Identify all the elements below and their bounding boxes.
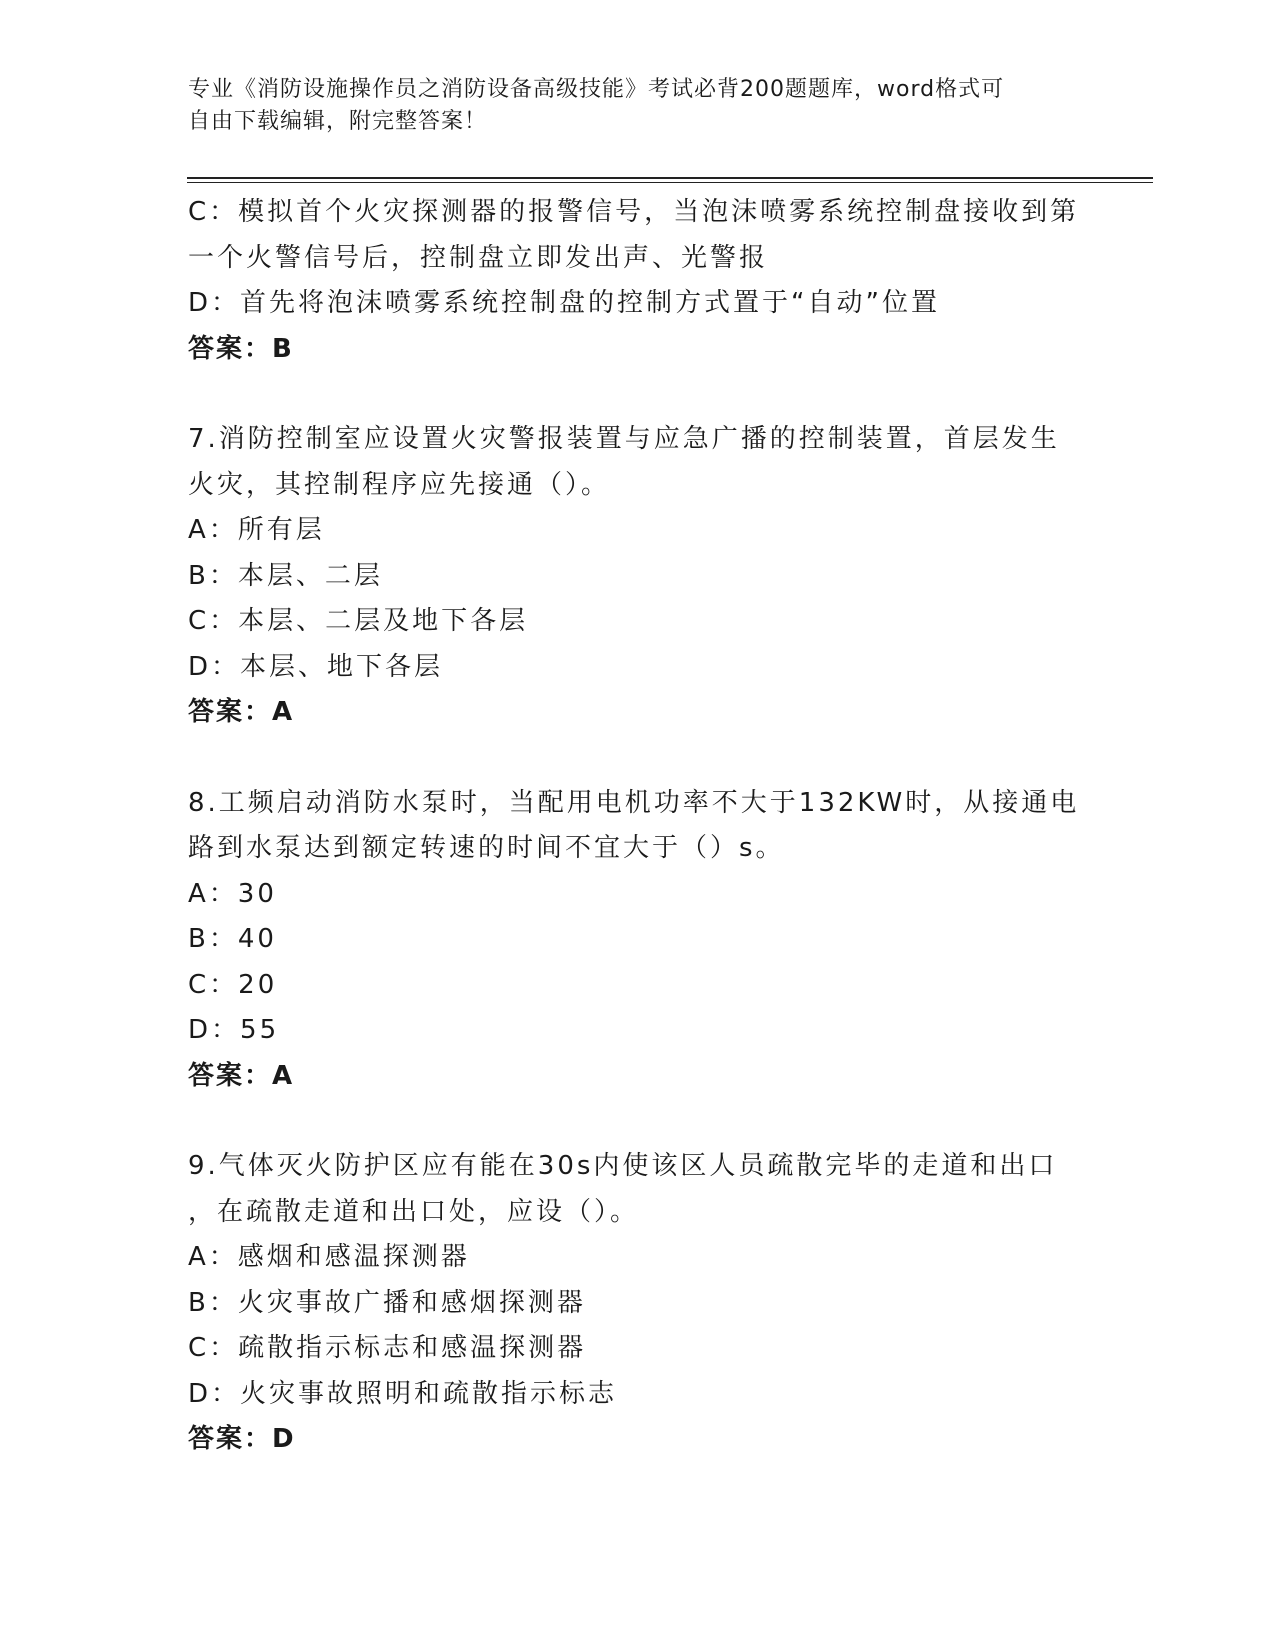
- option-b: B：火灾事故广播和感烟探测器: [188, 1287, 586, 1318]
- option-a: A：30: [188, 878, 277, 909]
- question-stem-continued: 火灾，其控制程序应先接通（）。: [188, 469, 611, 500]
- option-c: C：疏散指示标志和感温探测器: [188, 1333, 587, 1363]
- option-b: B：本层、二层: [188, 560, 383, 591]
- question-6-carryover: [188, 190, 1088, 372]
- answer: 答案：A: [188, 1060, 295, 1091]
- option-b: B：40: [188, 924, 277, 954]
- option-a: A：所有层: [188, 515, 325, 545]
- option-d: D：本层、地下各层: [188, 651, 444, 682]
- header-rule-thin: [187, 182, 1153, 183]
- option-a: A：感烟和感温探测器: [188, 1242, 470, 1272]
- answer: 答案：A: [188, 697, 295, 727]
- header-line-1: 专业《消防设施操作员之消防设备高级技能》考试必背200题题库，word格式可: [188, 77, 1005, 102]
- question-stem: 9.气体灭火防护区应有能在30s内使该区人员疏散完毕的走道和出口: [188, 1151, 1058, 1181]
- header-line-2: 自由下载编辑，附完整答案！: [188, 109, 488, 134]
- question-stem: 8.工频启动消防水泵时，当配用电机功率不大于132KW时，从接通电: [188, 787, 1080, 818]
- option-c: C：20: [188, 969, 278, 1000]
- answer: 答案：B: [188, 333, 294, 364]
- option-d: D：火灾事故照明和疏散指示标志: [188, 1378, 618, 1409]
- question-7: [188, 417, 1088, 736]
- answer: 答案：D: [188, 1424, 296, 1454]
- question-8: [188, 781, 1088, 1100]
- question-9: [188, 1144, 1088, 1463]
- question-list: [188, 190, 1088, 1463]
- option-c: C：本层、二层及地下各层: [188, 606, 529, 636]
- header-rule-thick: [187, 177, 1153, 179]
- option-c: C：模拟首个火灾探测器的报警信号，当泡沫喷雾系统控制盘接收到第: [188, 197, 1080, 227]
- question-stem-continued: ，在疏散走道和出口处，应设（）。: [188, 1196, 640, 1227]
- question-stem: 7.消防控制室应设置火灾警报装置与应急广播的控制装置，首层发生: [188, 424, 1060, 454]
- option-c-continued: 一个火警信号后，控制盘立即发出声、光警报: [188, 242, 769, 273]
- question-stem-continued: 路到水泵达到额定转速的时间不宜大于（）s。: [188, 833, 785, 863]
- document-header: [188, 74, 1068, 138]
- option-d: D：首先将泡沫喷雾系统控制盘的控制方式置于“自动”位置: [188, 288, 940, 318]
- option-d: D：55: [188, 1015, 280, 1045]
